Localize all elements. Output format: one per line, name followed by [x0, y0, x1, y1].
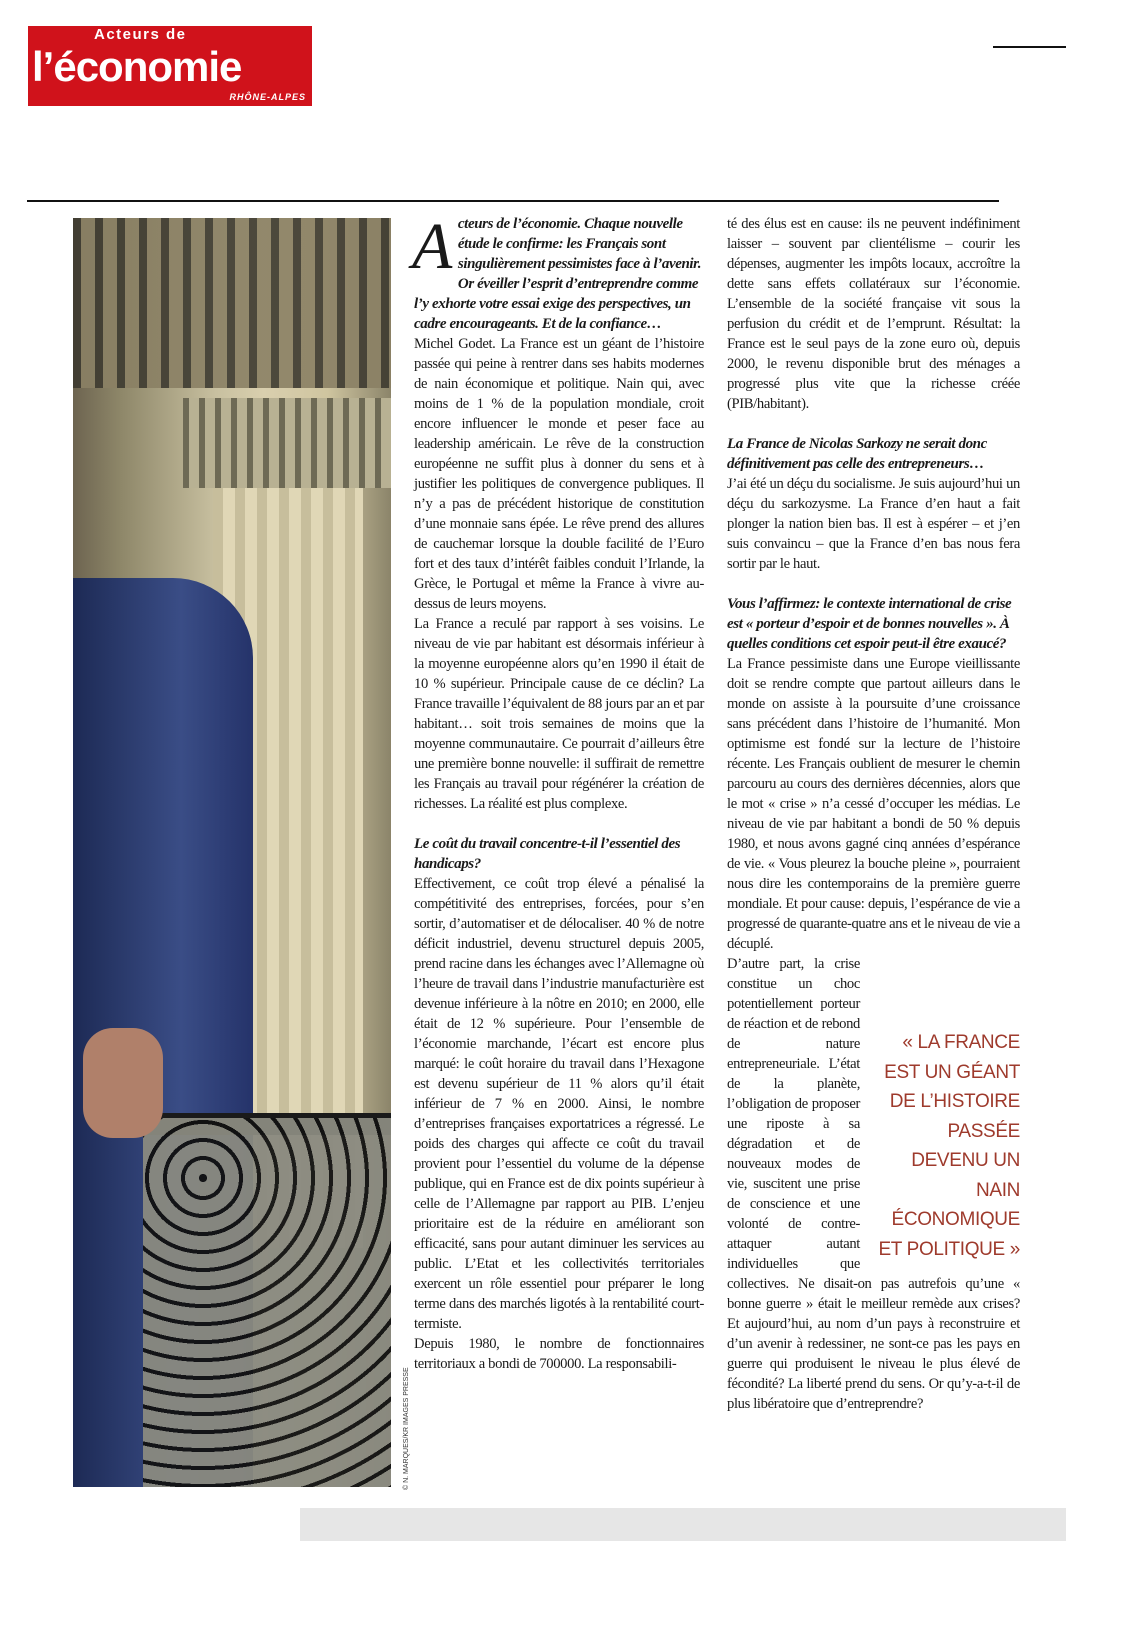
footer-bar — [300, 1508, 1066, 1541]
logo-main-text: l’économie — [32, 43, 242, 90]
header-rule — [27, 200, 999, 202]
paragraph: Effectivement, ce coût trop élevé a pénalisé la compétitivité des entreprises, forcées, pour s’en sortir, d’automatiser et de délocaliser. 40 % de notre déficit industriel, devenu structurel depuis 2005, prend racine dans les échanges avec l’Allemagne où l’heure de travail dans l’industrie manufacturière est devenue inférieure à la nôtre en 2010; en 2000, elle était de 12 % supérieure. Pour l’ensemble de l’économie marchande, l’écart est encore plus marqué: le coût horaire du travail dans l’Hexagone est devenu supérieur de 11 % alors qu’il était inférieur de 7 % en 2000. Ainsi, le nombre d’entreprises françaises exportatrices a régressé. Le poids des charges qui affecte ce coût du travail provient pour l’essentiel du volume de la dépense publique, qui en France est de dix points supérieur à celle de l’Allemagne par rapport au PIB. L’enjeu prioritaire est de la réduire en améliorant son efficacité, sans pour autant diminuer les services au public. L’Etat et les collectivités territoriales exercent un rôle essentiel pour préparer le long terme dans des marchés ligotés à la rentabilité court-termiste. — [414, 876, 704, 1332]
paragraph: D’autre part, la crise constitue un choc potentiellement porteur de réaction et de rebond de nature entrepreneuriale. L’état de la planète, l’obligation de proposer une riposte à sa dégradation et de nouveaux modes de vie, suscitent une prise de conscience et une volonté de contre-attaquer autant individuelles que collectives. Ne disait-on pas autrefois qu’une « bonne guerre » était le meilleur remède aux crises? Et aujourd’hui, au nom d’un pays à reconstruire et d’un avenir à redessiner, ne sont-ce pas les pays en guerre qui produisent le niveau le plus élevé de fécondité? La liberté prend du sens. Or qu’y-a-t-il de plus libératoire que d’entreprendre? — [727, 956, 1020, 1412]
pull-quote: « LA FRANCE EST UN GÉANT DE L’HISTOIRE PASSÉE DEVENU UN NAIN ÉCONOMIQUE ET POLITIQUE » — [878, 1032, 1020, 1260]
interview-question: Le coût du travail concentre-t-il l’essentiel des handicaps? — [414, 836, 681, 872]
paragraph: té des élus est en cause: ils ne peuvent indéfiniment laisser – souvent par clientélisme – courir les dépenses, augmenter les impôts locaux, accroître la dette sans effets collatéraux sur l’économie. L’ensemble de la société française vit sous la perfusion du crédit et de l’emprunt. Résultat: la France est le seul pays de la zone euro où, depuis 2000, le revenu disponible brut des ménages a progressé plus vite que la richesse créée (PIB/habitant). — [727, 216, 1020, 412]
top-right-rule — [993, 46, 1066, 48]
article-column-1 — [412, 210, 704, 1374]
intro-question — [412, 210, 704, 334]
paragraph: Michel Godet. La France est un géant de l’histoire passée qui peine à rentrer dans ses habits modernes de nain économique et politique. Nain qui, avec moins de 1 % de la population mondiale, croit encore influencer le monde et peser face au leadership américain. Le rêve de la construction européenne ne suffit plus à donner du sens et à justifier les politiques de convergence publiques. Il n’y a pas de précédent historique de constitution d’une monnaie sans épée. Le rêve prend des allures de cauchemar lorsque la double facilité de l’Euro fort et des taux d’intérêt faibles conduit l’Irlande, la Grèce, le Portugal et même la France à vivre au-dessus de leurs moyens. — [414, 336, 704, 612]
intro-question-text: cteurs de l’économie. Chaque nouvelle étude le confirme: les Français sont singulièrement pessimistes face à l’avenir. Or éveiller l’esprit d’entreprendre comme l’y exhorte votre essai exige des perspectives, un cadre encourageants. Et de la confiance… — [414, 216, 702, 332]
magazine-logo — [28, 26, 312, 106]
logo-top-text: Acteurs de — [94, 26, 187, 43]
article-column-2 — [727, 214, 1020, 1414]
logo-sub-text: RHÔNE-ALPES — [229, 92, 306, 102]
paragraph: J’ai été un déçu du socialisme. Je suis aujourd’hui un déçu du sarkozysme. La France d’en haut a fait plonger la nation bien bas. Il est à espérer – et j’en suis convaincu – que la France d’en bas nous fera sortir par le haut. — [727, 476, 1020, 572]
photo-credit — [392, 1367, 410, 1490]
interview-question: La France de Nicolas Sarkozy ne serait donc définitivement pas celle des entrepreneurs… — [727, 436, 987, 472]
drop-cap: A — [412, 210, 452, 283]
photo-credit-text: © N. MARQUES/KR IMAGES PRESSE — [403, 1367, 410, 1490]
paragraph: La France a reculé par rapport à ses voisins. Le niveau de vie par habitant est désormais inférieur à la moyenne européenne alors qu’en 1990 il était de 10 % supérieur. Principale cause de ce déclin? La France travaille l’équivalent de 88 jours par an et par habitant… soit trois semaines de moins que la moyenne communautaire. Ce pourrait d’ailleurs être une première bonne nouvelle: il suffirait de remettre les Français au travail pour régénérer la création de richesses. La réalité est plus complexe. — [414, 616, 704, 812]
portrait-photo — [73, 218, 391, 1487]
paragraph: Depuis 1980, le nombre de fonctionnaires territoriaux a bondi de 700000. La responsabili- — [414, 1336, 704, 1372]
paragraph: La France pessimiste dans une Europe vieillissante doit se rendre compte que partout ailleurs dans le monde on assiste à la poursuite d’une croissance sans précédent dans l’histoire de l’humanité. Mon optimisme est fondé sur la lecture de l’histoire récente. Les Français oublient de mesurer le chemin parcouru au cours des dernières décennies, alors que le mot « crise » n’a cessé d’occuper les médias. Le niveau de vie par habitant a bondi de 50 % depuis 1980, et nous avons gagné cinq années d’espérance de vie. « Vous pleurez la bouche pleine », pourraient nous dire les contemporains de la première guerre mondiale. Et pour cause: depuis, l’espérance de vie a progressé de quarante-quatre ans et le niveau de vie a décuplé. — [727, 656, 1020, 952]
interview-question: Vous l’affirmez: le contexte international de crise est « porteur d’espoir et de bonnes nouvelles ». À quelles conditions cet espoir peut-il être exaucé? — [727, 596, 1012, 652]
